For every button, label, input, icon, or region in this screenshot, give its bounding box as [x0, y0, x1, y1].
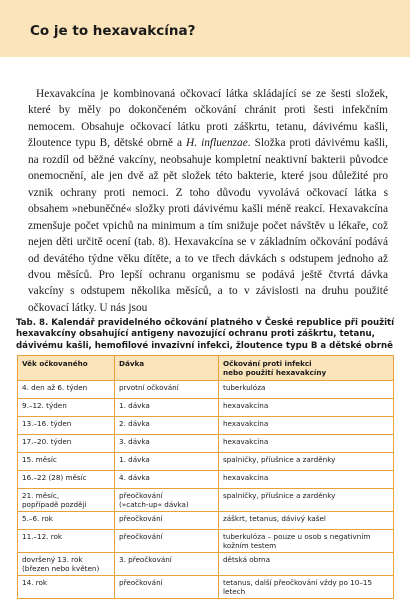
cell-age: 13.–16. týden	[18, 417, 115, 435]
cell-vaccination: spalničky, příušnice a zarděnky	[219, 489, 394, 512]
table-caption: Tab. 8. Kalendář pravidelného očkování platného v České republice při použití hexavakcíny obsahující antigeny navozující ochranu proti záškrtu, tetanu, dávivému kašli, hemofilové invazivní infekci, žloutence typu B a dětské obrně	[16, 318, 395, 351]
cell-vaccination: dětská obrna	[219, 553, 394, 576]
cell-age: 9.–12. týden	[18, 399, 115, 417]
cell-age: 14. rok	[18, 576, 115, 599]
cell-vaccination: tetanus, další přeočkování vždy po 10–15 letech	[219, 576, 394, 599]
body-text	[28, 86, 388, 316]
table-row	[18, 399, 394, 417]
cell-vaccination: hexavakcína	[219, 417, 394, 435]
table-header-row	[18, 356, 394, 381]
table-row	[18, 530, 394, 553]
column-header-age: Věk očkovaného	[18, 356, 115, 381]
cell-age: 4. den až 6. týden	[18, 381, 115, 399]
table-row	[18, 576, 394, 599]
cell-dose: 3. dávka	[115, 435, 219, 453]
cell-age: 16.–22 (28) měsíc	[18, 471, 115, 489]
table-row	[18, 471, 394, 489]
cell-dose: 4. dávka	[115, 471, 219, 489]
cell-vaccination: spalničky, příušnice a zarděnky	[219, 453, 394, 471]
cell-age: 5.–6. rok	[18, 512, 115, 530]
table-row	[18, 417, 394, 435]
column-header-dose: Dávka	[115, 356, 219, 381]
cell-age: dovršený 13. rok (březen nebo květen)	[18, 553, 115, 576]
cell-dose: 2. dávka	[115, 417, 219, 435]
cell-dose: 3. přeočkování	[115, 553, 219, 576]
cell-dose: přeočkování	[115, 576, 219, 599]
header-band	[0, 0, 410, 57]
cell-vaccination: tuberkulóza – pouze u osob s negativním kožním testem	[219, 530, 394, 553]
cell-vaccination: hexavakcína	[219, 399, 394, 417]
table-row	[18, 381, 394, 399]
cell-age: 21. měsíc, popřípadě později	[18, 489, 115, 512]
cell-dose: prvotní očkování	[115, 381, 219, 399]
cell-vaccination: tuberkulóza	[219, 381, 394, 399]
page-title: Co je to hexavakcína?	[30, 23, 196, 39]
cell-age: 15. měsíc	[18, 453, 115, 471]
column-header-vaccination: Očkování proti infekci nebo použití hexavakcíny	[219, 356, 394, 381]
cell-age: 17.–20. týden	[18, 435, 115, 453]
table-row	[18, 553, 394, 576]
table-body	[18, 381, 394, 599]
cell-vaccination: záškrt, tetanus, dávivý kašel	[219, 512, 394, 530]
paragraph: Hexavakcína je kombinovaná očkovací látka skládající se ze šesti složek, které by měly po dokončeném očkování chránit proti šesti infekčním nemocem. Obsahuje očkovací látku proti záškrtu, tetanu, dávivému kašli, žloutence typu B, dětské obrně a H. influenzae. Složka proti dávivému kašli, na rozdíl od běžné vakcíny, neobsahuje kompletní neaktivní bakterii původce onemocnění, ale jen dvě až pět složek této bakterie, které jsou důležité pro vznik ochrany proti nemoci. Z toho důvodu vyvolává očkovací látka s obsahem »nebuněčné« složky proti dávivému kašli méně reakcí. Hexavakcína zmenšuje počet vpichů na minimum a tím snižuje počet návštěv u lékaře, což nejen děti určitě ocení (tab. 8). Hexavakcína se v základním očkování podává od devátého týdne věku dítěte, a to ve třech dávkách s odstupem jednoho až dvou měsíců. Pro lepší ochranu organismu se podává ještě čtvrtá dávka vakcíny s odstupem několika měsíců, a to v závislosti na druhu použité očkovací látky. U nás jsou	[28, 88, 388, 314]
cell-dose: přeočkování	[115, 512, 219, 530]
cell-vaccination: hexavakcína	[219, 471, 394, 489]
vaccination-table	[17, 355, 394, 599]
cell-vaccination: hexavakcína	[219, 435, 394, 453]
cell-dose: přeočkování (»catch-up« dávka)	[115, 489, 219, 512]
table-row	[18, 512, 394, 530]
cell-dose: přeočkování	[115, 530, 219, 553]
table-row	[18, 435, 394, 453]
table-header	[18, 356, 394, 381]
cell-dose: 1. dávka	[115, 399, 219, 417]
table-row	[18, 489, 394, 512]
cell-age: 11.–12. rok	[18, 530, 115, 553]
table-row	[18, 453, 394, 471]
cell-dose: 1. dávka	[115, 453, 219, 471]
